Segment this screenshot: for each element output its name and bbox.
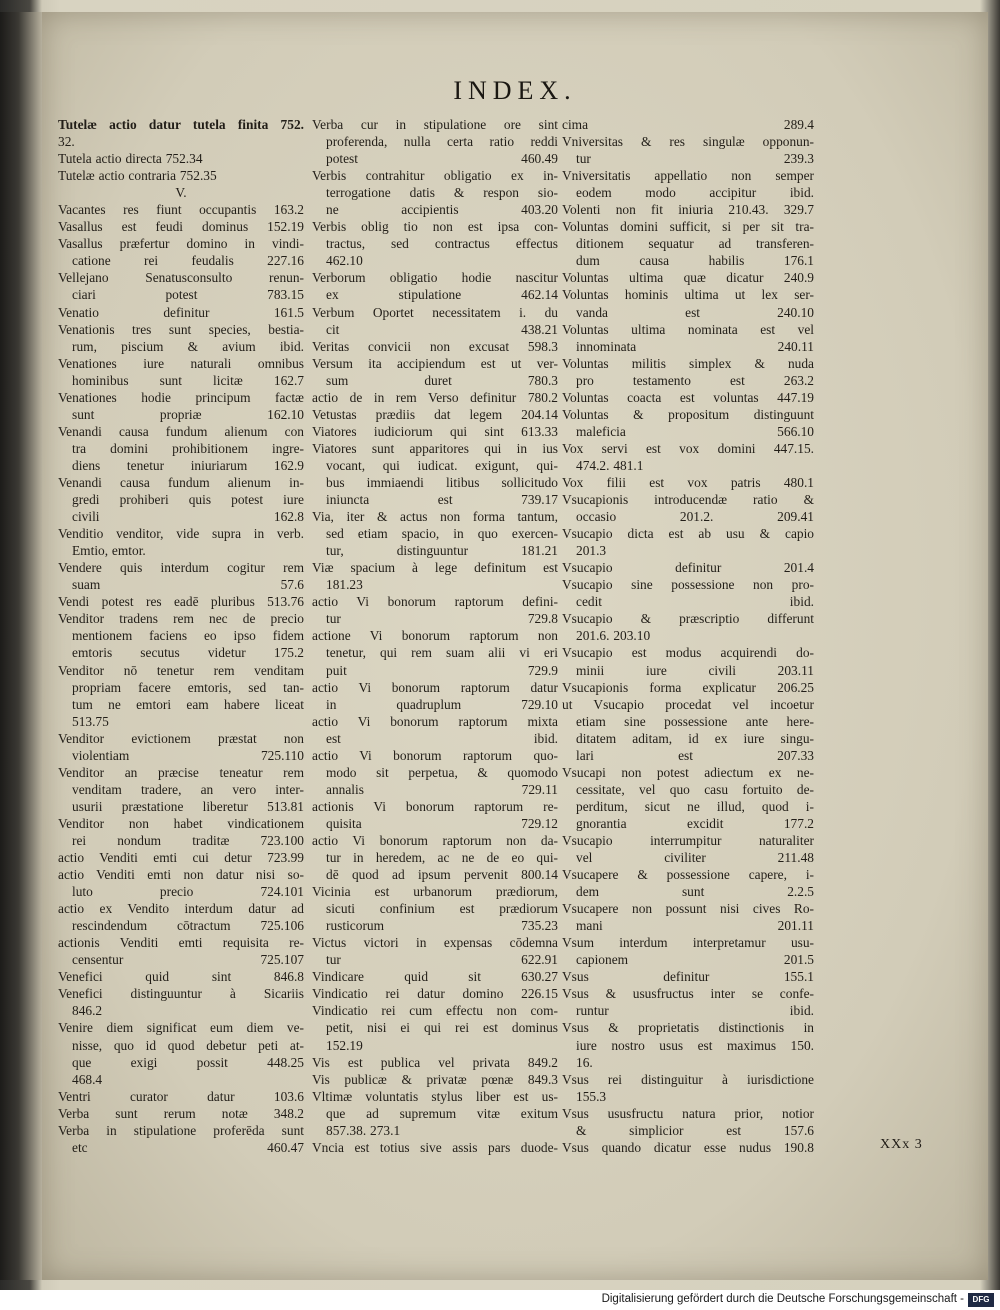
index-line: venditam tradere, an vero inter-	[72, 781, 304, 797]
index-line: censentur 725.107	[72, 952, 304, 968]
index-line: tra domini prohibitionem ingre-	[72, 440, 304, 456]
digitization-footer	[0, 1290, 1000, 1310]
index-line: nisse, quo id quod debetur peti at-	[72, 1037, 304, 1053]
index-line: occasio 201.2. 209.41	[576, 509, 814, 525]
index-line: Vsucapio est modus acquirendi do-	[562, 645, 814, 661]
index-line: Vindicatio rei cum effectu non com-	[312, 1003, 558, 1019]
index-line: Viatores iudiciorum qui sint 613.33	[312, 423, 558, 439]
index-line: actio Vi bonorum raptorum datur	[312, 679, 558, 695]
index-line: Voluntas militis simplex & nuda	[562, 355, 814, 371]
index-line: propriam facere emtoris, sed tan-	[72, 679, 304, 695]
index-line: Vindicare quid sit 630.27	[312, 969, 558, 985]
dfg-logo: DFG	[968, 1293, 994, 1307]
index-line: tenetur, qui rem suam alii vi eri	[326, 645, 558, 661]
index-line: tur 622.91	[326, 952, 558, 968]
index-line: 32.	[58, 134, 75, 150]
index-line: sicuti confinium est prædiorum	[326, 901, 558, 917]
index-line: tractus, sed contractus effectus	[326, 236, 558, 252]
index-line: Vis est publica vel privata 849.2	[312, 1054, 558, 1070]
index-column-3	[562, 116, 814, 1156]
index-line: terrogatione datis & respon sio-	[326, 185, 558, 201]
index-line: & simplicior est 157.6	[576, 1122, 814, 1138]
index-line: Voluntas ultima quæ dicatur 240.9	[562, 270, 814, 286]
index-line: 16.	[576, 1054, 593, 1070]
index-line: proferenda, nulla certa ratio reddi	[326, 134, 558, 150]
index-line: Verbis oblig tio non est ipsa con-	[312, 219, 558, 235]
index-line: actione Vi bonorum raptorum non	[312, 628, 558, 644]
index-line: Tutelæ actio contraria 752.35	[58, 168, 217, 184]
book-spine-edge	[0, 12, 46, 1280]
index-line: Vacantes res fiunt occupantis 163.2	[58, 202, 304, 218]
index-line: sum duret 780.3	[326, 372, 558, 388]
index-line: Versum ita accipiendum est ut ver-	[312, 355, 558, 371]
index-line: Vniversitas & res singulæ opponun-	[562, 134, 814, 150]
index-line: Venatio definitur 161.5	[58, 304, 304, 320]
index-line: Venandi causa fundum alienum in-	[58, 474, 304, 490]
index-line: suam 57.6	[72, 577, 304, 593]
index-line: perditum, sicut ne illud, quod i-	[576, 798, 814, 814]
index-line: Voluntas ultima nominata est vel	[562, 321, 814, 337]
index-line: Vltimæ voluntatis stylus liber est us-	[312, 1088, 558, 1104]
index-line: petit, nisi ei qui rei est dominus	[326, 1020, 558, 1036]
index-line: ne accipientis 403.20	[326, 202, 558, 218]
index-line: Verba in stipulatione proferēda sunt	[58, 1122, 304, 1138]
index-line: 846.2	[72, 1003, 103, 1019]
index-line: actio Vi bonorum raptorum non da-	[312, 832, 558, 848]
index-line: vocant, qui iudicat. exigunt, qui-	[326, 457, 558, 473]
index-line: cedit ibid.	[576, 594, 814, 610]
index-line: emtoris secutus videtur 175.2	[72, 645, 304, 661]
index-line: Venditor non habet vindicationem	[58, 815, 304, 831]
index-line: Venditor nō tenetur rem venditam	[58, 662, 304, 678]
index-line: innominata 240.11	[576, 338, 814, 354]
index-line: actio Venditi emti cui detur 723.99	[58, 850, 304, 866]
index-line: catione rei feudalis 227.16	[72, 253, 304, 269]
index-line: dem sunt 2.2.5	[576, 884, 814, 900]
index-line: Vasallus est feudi dominus 152.19	[58, 219, 304, 235]
index-line: rusticorum 735.23	[326, 918, 558, 934]
index-column-2	[312, 116, 558, 1156]
index-line: Vsucapi non potest adiectum ex ne-	[562, 764, 814, 780]
index-line: Venditor an præcise teneatur rem	[58, 764, 304, 780]
index-line: Verba cur in stipulatione ore sint	[312, 117, 558, 132]
index-line: lari est 207.33	[576, 747, 814, 763]
index-line: Vox servi est vox domini 447.15.	[562, 440, 814, 456]
index-line: Venditor tradens rem nec de precio	[58, 611, 304, 627]
index-line: Vsus & ususfructus inter se confe-	[562, 986, 814, 1002]
index-line: rescindendum cōtractum 725.106	[72, 918, 304, 934]
index-line: ditionem sequatur ad transferen-	[576, 236, 814, 252]
index-line: V.	[175, 185, 187, 201]
index-line: usurii præstatione liberetur 513.81	[72, 798, 304, 814]
index-line: cessitate, vel quo casu fortuito de-	[576, 781, 814, 797]
index-line: Venationes hodie principum factæ	[58, 389, 304, 405]
index-line: Vsus ususfructu natura prior, notior	[562, 1105, 814, 1121]
index-line: Vellejano Senatusconsulto renun-	[58, 270, 304, 286]
index-line: Vendere quis interdum cogitur rem	[58, 560, 304, 576]
footer-credit: Digitalisierung gefördert durch die Deutsche Forschungsgemeinschaft -	[601, 1293, 964, 1305]
index-line: Venefici quid sint 846.8	[58, 969, 304, 985]
index-line: runtur ibid.	[576, 1003, 814, 1019]
index-line: vel civiliter 211.48	[576, 850, 814, 866]
index-line: Vsus definitur 155.1	[562, 969, 814, 985]
index-line: mani 201.11	[576, 918, 814, 934]
index-line: Voluntas coacta est voluntas 447.19	[562, 389, 814, 405]
index-line: Viatores sunt apparitores qui in ius	[312, 440, 558, 456]
index-line: 462.10	[326, 253, 363, 269]
index-column-1	[58, 116, 304, 1156]
index-line: annalis 729.11	[326, 781, 558, 797]
index-line: mentionem faciens eo ipso fidem	[72, 628, 304, 644]
index-line: Vsucapere non possunt nisi cives Ro-	[562, 901, 814, 917]
page-heading: INDEX.	[453, 76, 577, 105]
index-line: Vindicatio rei datur domino 226.15	[312, 986, 558, 1002]
book-page	[42, 12, 988, 1280]
index-line: Vox filii est vox patris 480.1	[562, 474, 814, 490]
index-line: civili 162.8	[72, 509, 304, 525]
index-line: Viæ spacium à lege definitum est	[312, 560, 558, 576]
index-line: eodem modo accipitur ibid.	[576, 185, 814, 201]
index-line: etiam sine possessione ante here-	[576, 713, 814, 729]
index-line: Via, iter & actus non forma tantum,	[312, 509, 558, 525]
index-line: 857.38. 273.1	[326, 1122, 401, 1138]
index-line: vanda est 240.10	[576, 304, 814, 320]
index-line: Verbis contrahitur obligatio ex in-	[312, 168, 558, 184]
index-line: sed etiam spacio, in quo exercen-	[326, 526, 558, 542]
index-line: minii iure civili 203.11	[576, 662, 814, 678]
index-line: dum causa habilis 176.1	[576, 253, 814, 269]
index-line: cima 289.4	[562, 117, 814, 132]
index-line: gnorantia excidit 177.2	[576, 815, 814, 831]
index-line: Vsus rei distinguitur à iurisdictione	[562, 1071, 814, 1087]
index-line: ut Vsucapio procedat vel incoetur	[562, 696, 814, 712]
signature-mark: XXx 3	[880, 1137, 923, 1152]
index-line: Vetustas prædiis dat legem 204.14	[312, 406, 558, 422]
index-line: ex stipulatione 462.14	[326, 287, 558, 303]
index-line: est ibid.	[326, 730, 558, 746]
index-line: in quadruplum 729.10	[326, 696, 558, 712]
index-line: tur in heredem, ac ne de eo qui-	[326, 850, 558, 866]
index-line: capionem 201.5	[576, 952, 814, 968]
index-line: Verbum Oportet necessitatem i. du	[312, 304, 558, 320]
index-line: Vendi potest res eadē pluribus 513.76	[58, 594, 304, 610]
index-line: Vsum interdum interpretamur usu-	[562, 935, 814, 951]
index-line: luto precio 724.101	[72, 884, 304, 900]
index-line: quisita 729.12	[326, 815, 558, 831]
index-line: 201.3	[576, 543, 607, 559]
index-line: actio Vi bonorum raptorum defini-	[312, 594, 558, 610]
index-line: etc 460.47	[72, 1139, 304, 1155]
index-line: Venire diem significat eum diem ve-	[58, 1020, 304, 1036]
index-line: Voluntas & propositum distinguunt	[562, 406, 814, 422]
index-line: cit 438.21	[326, 321, 558, 337]
index-line: Venditor evictionem præstat non	[58, 730, 304, 746]
index-line: ditatem aditam, id ex iure singu-	[576, 730, 814, 746]
index-line: Victus victori in expensas cōdemna	[312, 935, 558, 951]
index-line: tur, distinguuntur 181.21	[326, 543, 558, 559]
index-line: Vsus quando dicatur esse nudus 190.8	[562, 1139, 814, 1155]
index-line: Venefici distinguuntur à Sicariis	[58, 986, 304, 1002]
index-line: que ad supremum vitæ exitum	[326, 1105, 558, 1121]
index-line: Volenti non fit iniuria 210.43. 329.7	[562, 202, 814, 218]
index-line: 181.23	[326, 577, 363, 593]
index-line: iniuncta est 739.17	[326, 492, 558, 508]
index-line: actio de in rem Verso definitur 780.2	[312, 389, 558, 405]
index-line: actionis Venditi emti requisita re-	[58, 935, 304, 951]
index-line: sunt propriæ 162.10	[72, 406, 304, 422]
index-line: Tutela actio directa 752.34	[58, 151, 203, 167]
index-line: actionis Vi bonorum raptorum re-	[312, 798, 558, 814]
index-line: Vsucapio definitur 201.4	[562, 560, 814, 576]
index-line: pro testamento est 263.2	[576, 372, 814, 388]
index-line: que exigi possit 448.25	[72, 1054, 304, 1070]
index-line: Vsucapio dicta est ab usu & capio	[562, 526, 814, 542]
index-line: Veritas convicii non excusat 598.3	[312, 338, 558, 354]
index-line: rei nondum traditæ 723.100	[72, 832, 304, 848]
index-line: actio ex Vendito interdum datur ad	[58, 901, 304, 917]
index-line: tur 729.8	[326, 611, 558, 627]
index-line: Tutelæ actio datur tutela finita 752.	[58, 117, 304, 132]
index-line: 468.4	[72, 1071, 103, 1087]
index-line: violentiam 725.110	[72, 747, 304, 763]
index-line: Vncia est totius sive assis pars duode-	[312, 1139, 558, 1155]
index-line: Venationes iure naturali omnibus	[58, 355, 304, 371]
index-line: tum ne emtori eam habere liceat	[72, 696, 304, 712]
index-line: rum, piscium & avium ibid.	[72, 338, 304, 354]
index-line: 513.75	[72, 713, 109, 729]
index-line: Ventri curator datur 103.6	[58, 1088, 304, 1104]
index-line: dē quod ad ipsum pervenit 800.14	[326, 867, 558, 883]
index-line: Vsucapere & possessione capere, i-	[562, 867, 814, 883]
index-line: Vsucapio & præscriptio differunt	[562, 611, 814, 627]
index-line: bus immiaendi litibus sollicitudo	[326, 474, 558, 490]
index-line: puit 729.9	[326, 662, 558, 678]
index-line: Venditio venditor, vide supra in verb.	[58, 526, 304, 542]
index-line: Vsucapio interrumpitur naturaliter	[562, 832, 814, 848]
index-line: diens tenetur iniuriarum 162.9	[72, 457, 304, 473]
index-line: Vsus & proprietatis distinctionis in	[562, 1020, 814, 1036]
index-line: Voluntas hominis ultima ut lex ser-	[562, 287, 814, 303]
index-line: Venationis tres sunt species, bestia-	[58, 321, 304, 337]
index-line: Voluntas domini sufficit, si per sit tra-	[562, 219, 814, 235]
index-line: Verba sunt rerum notæ 348.2	[58, 1105, 304, 1121]
index-line: 474.2. 481.1	[576, 457, 644, 473]
index-line: hominibus sunt licitæ 162.7	[72, 372, 304, 388]
index-line: tur 239.3	[576, 151, 814, 167]
index-line: Vniversitatis appellatio non semper	[562, 168, 814, 184]
index-line: Vsucapionis forma explicatur 206.25	[562, 679, 814, 695]
index-line: ciari potest 783.15	[72, 287, 304, 303]
index-line: Emtio, emtor.	[72, 543, 146, 559]
index-line: Venandi causa fundum alienum con	[58, 423, 304, 439]
index-line: maleficia 566.10	[576, 423, 814, 439]
index-line: gredi prohiberi quis potest iure	[72, 492, 304, 508]
index-line: 155.3	[576, 1088, 607, 1104]
index-line: potest 460.49	[326, 151, 558, 167]
index-line: 201.6. 203.10	[576, 628, 651, 644]
index-line: Vis publicæ & privatæ pœnæ 849.3	[312, 1071, 558, 1087]
index-line: Vasallus præfertur domino in vindi-	[58, 236, 304, 252]
index-line: Vsucapionis introducendæ ratio &	[562, 492, 814, 508]
index-line: actio Vi bonorum raptorum quo-	[312, 747, 558, 763]
index-line: Verborum obligatio hodie nascitur	[312, 270, 558, 286]
index-line: Vsucapio sine possessione non pro-	[562, 577, 814, 593]
index-line: actio Vi bonorum raptorum mixta	[312, 713, 558, 729]
index-line: iure nostro usus est maximus 150.	[576, 1037, 814, 1053]
index-line: actio Venditi emti non datur nisi so-	[58, 867, 304, 883]
index-line: Vicinia est urbanorum prædiorum,	[312, 884, 558, 900]
index-line: 152.19	[326, 1037, 363, 1053]
index-line: modo sit perpetua, & quomodo	[326, 764, 558, 780]
